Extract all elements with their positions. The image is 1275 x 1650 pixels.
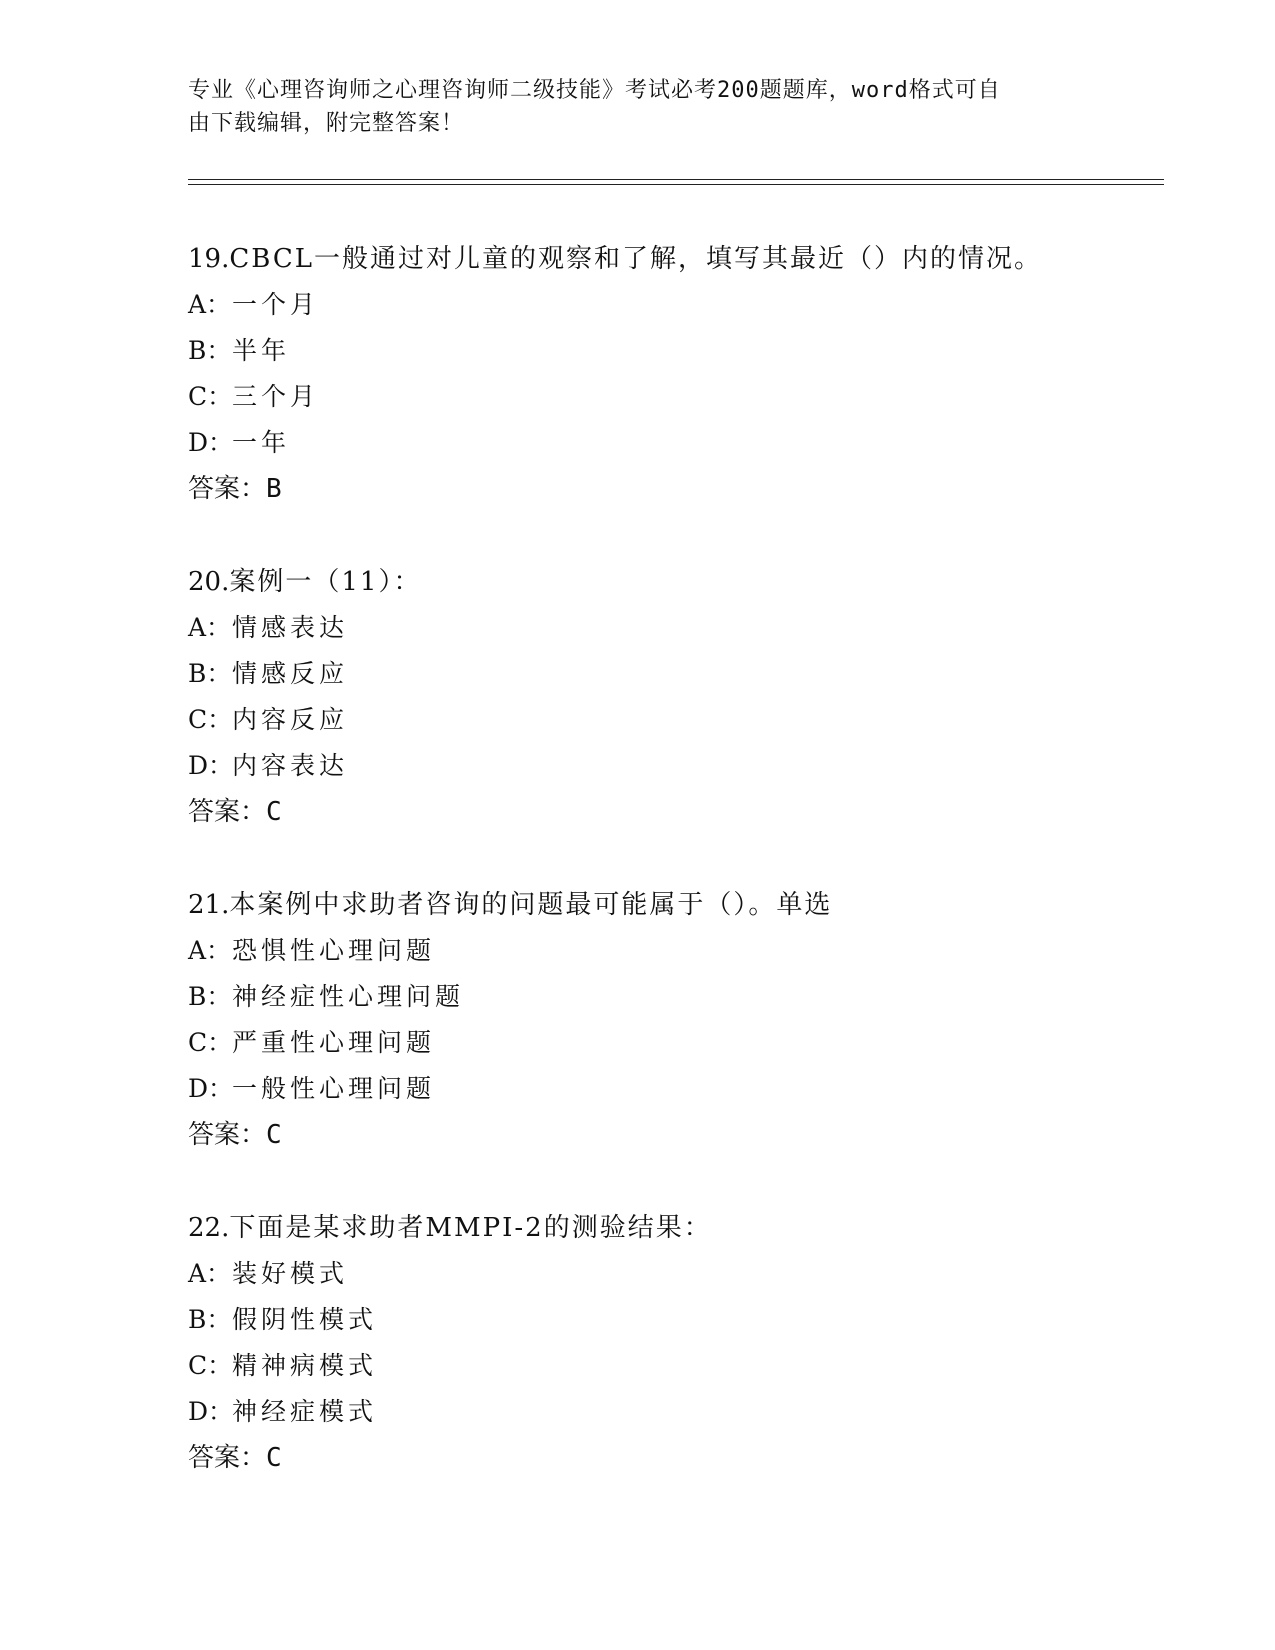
answer-line <box>188 1112 1188 1158</box>
question-stem <box>188 882 1188 928</box>
answer-label: 答案： <box>188 1443 267 1473</box>
option-letter: B： <box>188 1305 232 1334</box>
option-letter: C： <box>188 1028 233 1057</box>
option-letter: B： <box>188 336 232 365</box>
option-text: 假阴性模式 <box>232 1305 378 1334</box>
option-letter: D： <box>188 428 234 457</box>
question-number: 21. <box>188 890 230 920</box>
option-letter: C： <box>188 1351 233 1380</box>
question-21 <box>188 882 1188 1158</box>
option-text: 情感反应 <box>232 659 349 688</box>
option-text: 半年 <box>232 336 291 365</box>
option-d <box>188 1389 1188 1435</box>
answer-line <box>188 466 1188 512</box>
question-number: 20. <box>188 567 230 597</box>
option-a <box>188 605 1188 651</box>
document-header <box>188 74 1068 140</box>
option-a <box>188 282 1188 328</box>
question-stem <box>188 1205 1188 1251</box>
header-double-rule <box>188 179 1164 185</box>
question-list <box>188 236 1188 1528</box>
option-c <box>188 697 1188 743</box>
answer-value: C <box>266 1120 282 1150</box>
option-text: 情感表达 <box>232 613 349 642</box>
option-text: 三个月 <box>232 382 320 411</box>
option-b <box>188 974 1188 1020</box>
answer-label: 答案： <box>188 797 267 827</box>
option-b <box>188 1297 1188 1343</box>
option-b <box>188 328 1188 374</box>
option-text: 内容表达 <box>232 751 349 780</box>
option-letter: D： <box>188 1397 234 1426</box>
answer-line <box>188 1435 1188 1481</box>
option-c <box>188 1343 1188 1389</box>
answer-value: C <box>266 797 282 827</box>
header-line-1: 专业《心理咨询师之心理咨询师二级技能》考试必考200题题库，word格式可自 <box>188 78 1001 103</box>
option-letter: D： <box>188 1074 234 1103</box>
option-a <box>188 928 1188 974</box>
option-d <box>188 420 1188 466</box>
answer-value: C <box>266 1443 282 1473</box>
question-stem <box>188 559 1188 605</box>
option-c <box>188 1020 1188 1066</box>
option-text: 严重性心理问题 <box>232 1028 436 1057</box>
header-line-2: 由下载编辑，附完整答案！ <box>188 111 465 136</box>
option-d <box>188 1066 1188 1112</box>
answer-label: 答案： <box>188 1120 267 1150</box>
question-stem <box>188 236 1188 282</box>
question-text: CBCL一般通过对儿童的观察和了解，填写其最近（）内的情况。 <box>229 244 1043 274</box>
question-text: 案例一（11）： <box>229 567 422 597</box>
option-text: 一个月 <box>232 290 320 319</box>
answer-line <box>188 789 1188 835</box>
option-letter: A： <box>188 613 232 642</box>
question-text: 下面是某求助者MMPI-2的测验结果： <box>229 1213 712 1243</box>
option-text: 神经症模式 <box>232 1397 378 1426</box>
question-20 <box>188 559 1188 835</box>
question-22 <box>188 1205 1188 1481</box>
option-text: 恐惧性心理问题 <box>232 936 436 965</box>
option-text: 内容反应 <box>232 705 349 734</box>
question-number: 22. <box>188 1213 230 1243</box>
option-letter: C： <box>188 705 233 734</box>
option-letter: B： <box>188 982 232 1011</box>
question-number: 19. <box>188 244 230 274</box>
option-d <box>188 743 1188 789</box>
option-b <box>188 651 1188 697</box>
answer-value: B <box>266 474 282 504</box>
option-letter: C： <box>188 382 233 411</box>
option-text: 一般性心理问题 <box>232 1074 436 1103</box>
option-c <box>188 374 1188 420</box>
option-a <box>188 1251 1188 1297</box>
answer-label: 答案： <box>188 474 267 504</box>
question-text: 本案例中求助者咨询的问题最可能属于（）。单选 <box>229 890 833 920</box>
option-letter: A： <box>188 1259 232 1288</box>
option-text: 神经症性心理问题 <box>232 982 465 1011</box>
option-letter: B： <box>188 659 232 688</box>
option-text: 一年 <box>232 428 291 457</box>
option-text: 精神病模式 <box>232 1351 378 1380</box>
option-letter: A： <box>188 290 232 319</box>
option-letter: D： <box>188 751 234 780</box>
option-letter: A： <box>188 936 232 965</box>
option-text: 装好模式 <box>232 1259 349 1288</box>
question-19 <box>188 236 1188 512</box>
